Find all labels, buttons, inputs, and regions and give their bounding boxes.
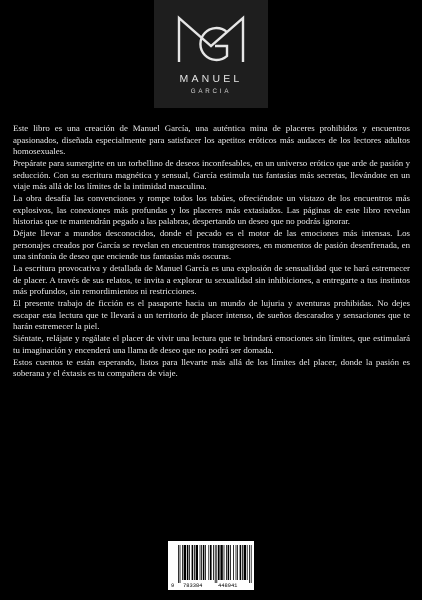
barcode-bar [205,545,206,580]
barcode-bar [215,545,216,583]
barcode-bar [224,545,225,580]
blurb-paragraph: La escritura provocativa y detallada de Manuel García es una explosión de sensualidad que te hará estremecer de placer. A través de sus relatos, te invita a explorar tu sexualidad sin inhibiciones, a entregarte a tus instintos más profundos, sin remordimientos ni restricciones. [13,263,410,297]
barcode-left-digits: 783384 [183,583,203,589]
blurb-paragraph: Siéntate, relájate y regálate el placer de vivir una lectura que te brindará emociones sin límites, que estimulará tu imaginación y encenderá una llama de deseo que no podrá ser domada. [13,333,410,355]
barcode-bar [236,545,237,580]
barcode-graphic [168,541,254,590]
barcode-bar [178,545,179,583]
barcode-bar [218,545,220,580]
logo-name: MANUEL [179,73,243,85]
barcode-right-digits: 448941 [218,583,238,589]
barcode-bar [226,545,227,580]
author-logo [154,0,268,108]
barcode-bar [230,545,231,580]
mg-monogram-icon [175,10,247,70]
barcode-bar [247,545,248,580]
barcode-bar [187,545,189,580]
barcode-bar [233,545,234,580]
blurb-paragraph: El presente trabajo de ficción es el pasaporte hacia un mundo de lujuria y aventuras prohibidas. No dejes escapar esta lectura que te llevará a un territorio de placer intenso, de sueños descarados y sensaciones que te harán estremecer la piel. [13,298,410,332]
barcode-bar [244,545,246,580]
barcode-bar [237,545,238,580]
barcode-bar [189,545,190,580]
barcode-bar [194,545,195,580]
barcode-bar [213,545,214,580]
barcode-bar [210,545,212,580]
barcode-bar [200,545,201,580]
barcode-bar [182,545,183,580]
barcode-bar [201,545,202,580]
barcode-bar [251,545,252,583]
blurb-paragraph: Déjate llevar a mundos desconocidos, donde el pecado es el motor de las emociones más intensas. Los personajes creados por García se revelan en encuentros transgresores, en momentos de pasión desenfrenada, en una sinfonía de deseo que enciende tus fantasías más oscuras. [13,228,410,262]
barcode-bar [192,545,194,580]
barcode-bar [249,545,250,583]
barcode-first-digit: 9 [171,583,175,589]
blurb-paragraph: Este libro es una creación de Manuel García, una auténtica mina de placeres prohibidos y encuentros apasionados, diseñada especialmente para satisfacer los apetitos eróticos más audaces de los lectores adultos homosexuales. [13,123,410,157]
barcode-bar [220,545,222,580]
barcode-bar [240,545,242,580]
barcode-bar [228,545,230,580]
blurb-paragraph: La obra desafía las convenciones y rompe todos los tabúes, ofreciéndote un vistazo de los encuentros más explosivos, las conexiones más profundas y los placeres más extasiados. Las páginas de este libro revelan historias que te mantendrán pegado a las palabras, despertando un deseo que no podrás ignorar. [13,193,410,227]
barcode-bar [208,545,209,580]
barcode-bar [180,545,181,583]
isbn-barcode [168,541,254,590]
barcode-bar [196,545,198,580]
blurb-paragraph: Prepárate para sumergirte en un torbellino de deseos inconfesables, en un universo erótico que arde de pasión y seducción. Con su escritura magnética y sensual, García estimula tus fantasías más secretas, llevándote en un viaje más allá de los límites de la intimidad masculina. [13,158,410,192]
barcode-bar [184,545,186,580]
logo-surname: GARCIA [190,88,232,95]
back-cover-blurb [13,123,410,380]
blurb-paragraph: Estos cuentos te están esperando, listos para llevarte más allá de los límites del placer, donde la pasión es soberana y el éxtasis es tu compañera de viaje. [13,356,410,379]
barcode-bar [216,545,217,583]
barcode-bar [242,545,243,580]
barcode-bar [203,545,205,580]
